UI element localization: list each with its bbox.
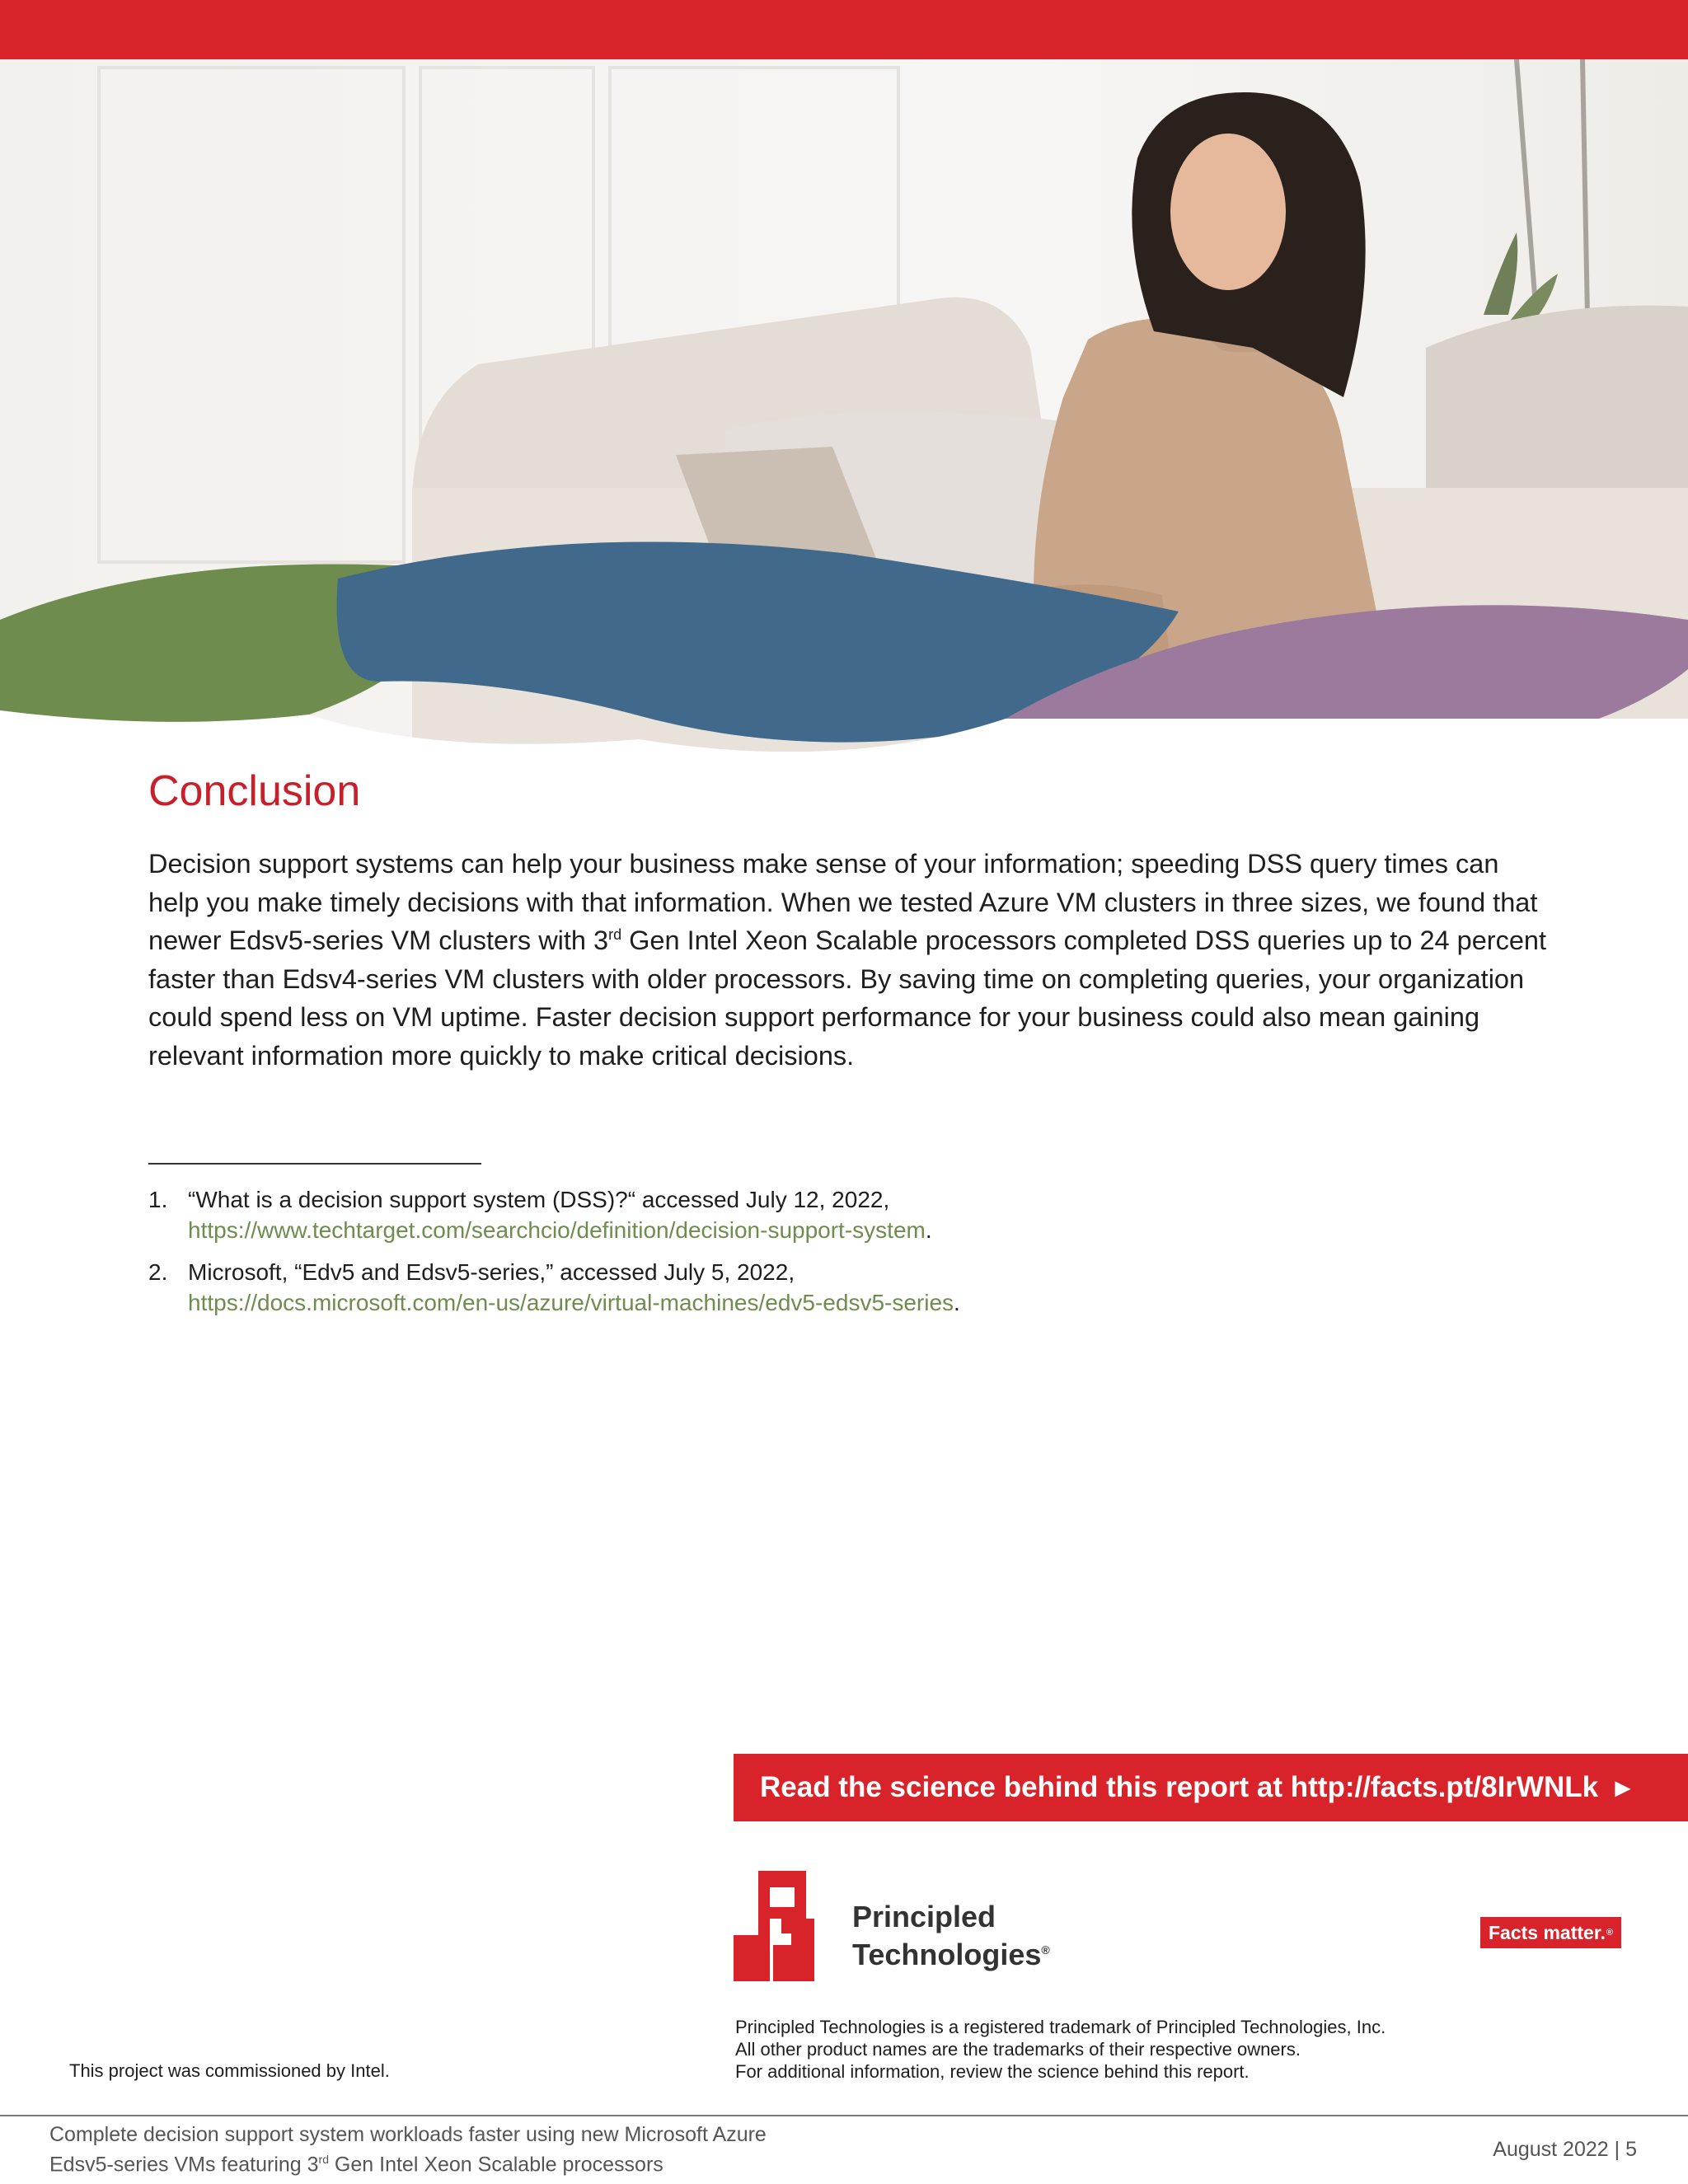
commission-note: This project was commissioned by Intel. [69,2060,390,2081]
footnote-link[interactable]: https://www.techtarget.com/searchcio/definition/decision-support-system [188,1217,926,1243]
footnotes [148,1184,1550,1329]
logo-line-2: Technologies [852,1938,1042,1971]
footnote-2 [148,1257,1550,1318]
footer-date: August 2022 [1493,2138,1609,2161]
trademark-line-2: All other product names are the trademarks of their respective owners. [735,2039,1301,2060]
footnote-1 [148,1184,1550,1245]
footnote-period: . [925,1217,932,1243]
section-title: Conclusion [148,767,361,815]
facts-label: Facts matter. [1489,1921,1606,1943]
logo-line-1: Principled [852,1900,996,1933]
footer-report-title [49,2122,767,2177]
footer-separator: | [1614,2138,1620,2161]
footer-superscript: rd [318,2153,329,2166]
trademark-line-3: For additional information, review the science behind this report. [735,2061,1250,2082]
trademark-line-1: Principled Technologies is a registered trademark of Principled Technologies, Inc. [735,2017,1386,2037]
registered-mark: ® [1041,1943,1050,1957]
footer-line-1: Complete decision support system workloads faster using new Microsoft Azure [49,2123,767,2146]
play-arrow-icon: ► [1610,1772,1636,1802]
pt-logo-text [852,1900,1050,1971]
footer-divider [0,2115,1688,2116]
facts-matter-badge [1480,1917,1621,1948]
footer-date-page [1493,2138,1637,2162]
footnote-number: 1. [148,1187,168,1212]
trademark-notice [735,2016,1386,2083]
body-text-1: Decision support systems can help your business make sense of your information; speeding DSS query times can help you make timely decisions with that information. When we tested Azure VM clusters in three sizes, we found that newer Edsv5-series VM clusters with 3 [148,849,1538,955]
conclusion-paragraph [148,845,1550,1075]
cta-label: Read the science behind this report at http://facts.pt/8IrWNLk [760,1771,1599,1803]
footnote-link[interactable]: https://docs.microsoft.com/en-us/azure/virtual-machines/edv5-edsv5-series [188,1290,954,1315]
body-text-2: Gen Intel Xeon Scalable processors completed DSS queries up to 24 percent faster than Edsv4-series VM clusters with older processors. By saving time on completing queries, your organization could spend less on VM uptime. Faster decision support performance for your business could also mean gaining relevant information more quickly to make critical decisions. [148,926,1547,1071]
footnote-period: . [954,1290,960,1315]
read-science-link[interactable] [734,1754,1688,1821]
registered-mark: ® [1606,1928,1614,1938]
page-number: 5 [1625,2138,1637,2161]
top-red-bar [0,0,1688,59]
footnote-text: “What is a decision support system (DSS)?“ accessed July 12, 2022, [188,1187,890,1212]
footer-line-2a: Edsv5-series VMs featuring 3 [49,2153,319,2177]
footnote-divider [148,1163,481,1165]
footnote-text: Microsoft, “Edv5 and Edsv5-series,” accessed July 5, 2022, [188,1259,795,1285]
hero-image [0,59,1688,752]
footer-line-2b: Gen Intel Xeon Scalable processors [328,2153,663,2177]
footnote-number: 2. [148,1259,168,1285]
body-superscript: rd [608,926,622,944]
